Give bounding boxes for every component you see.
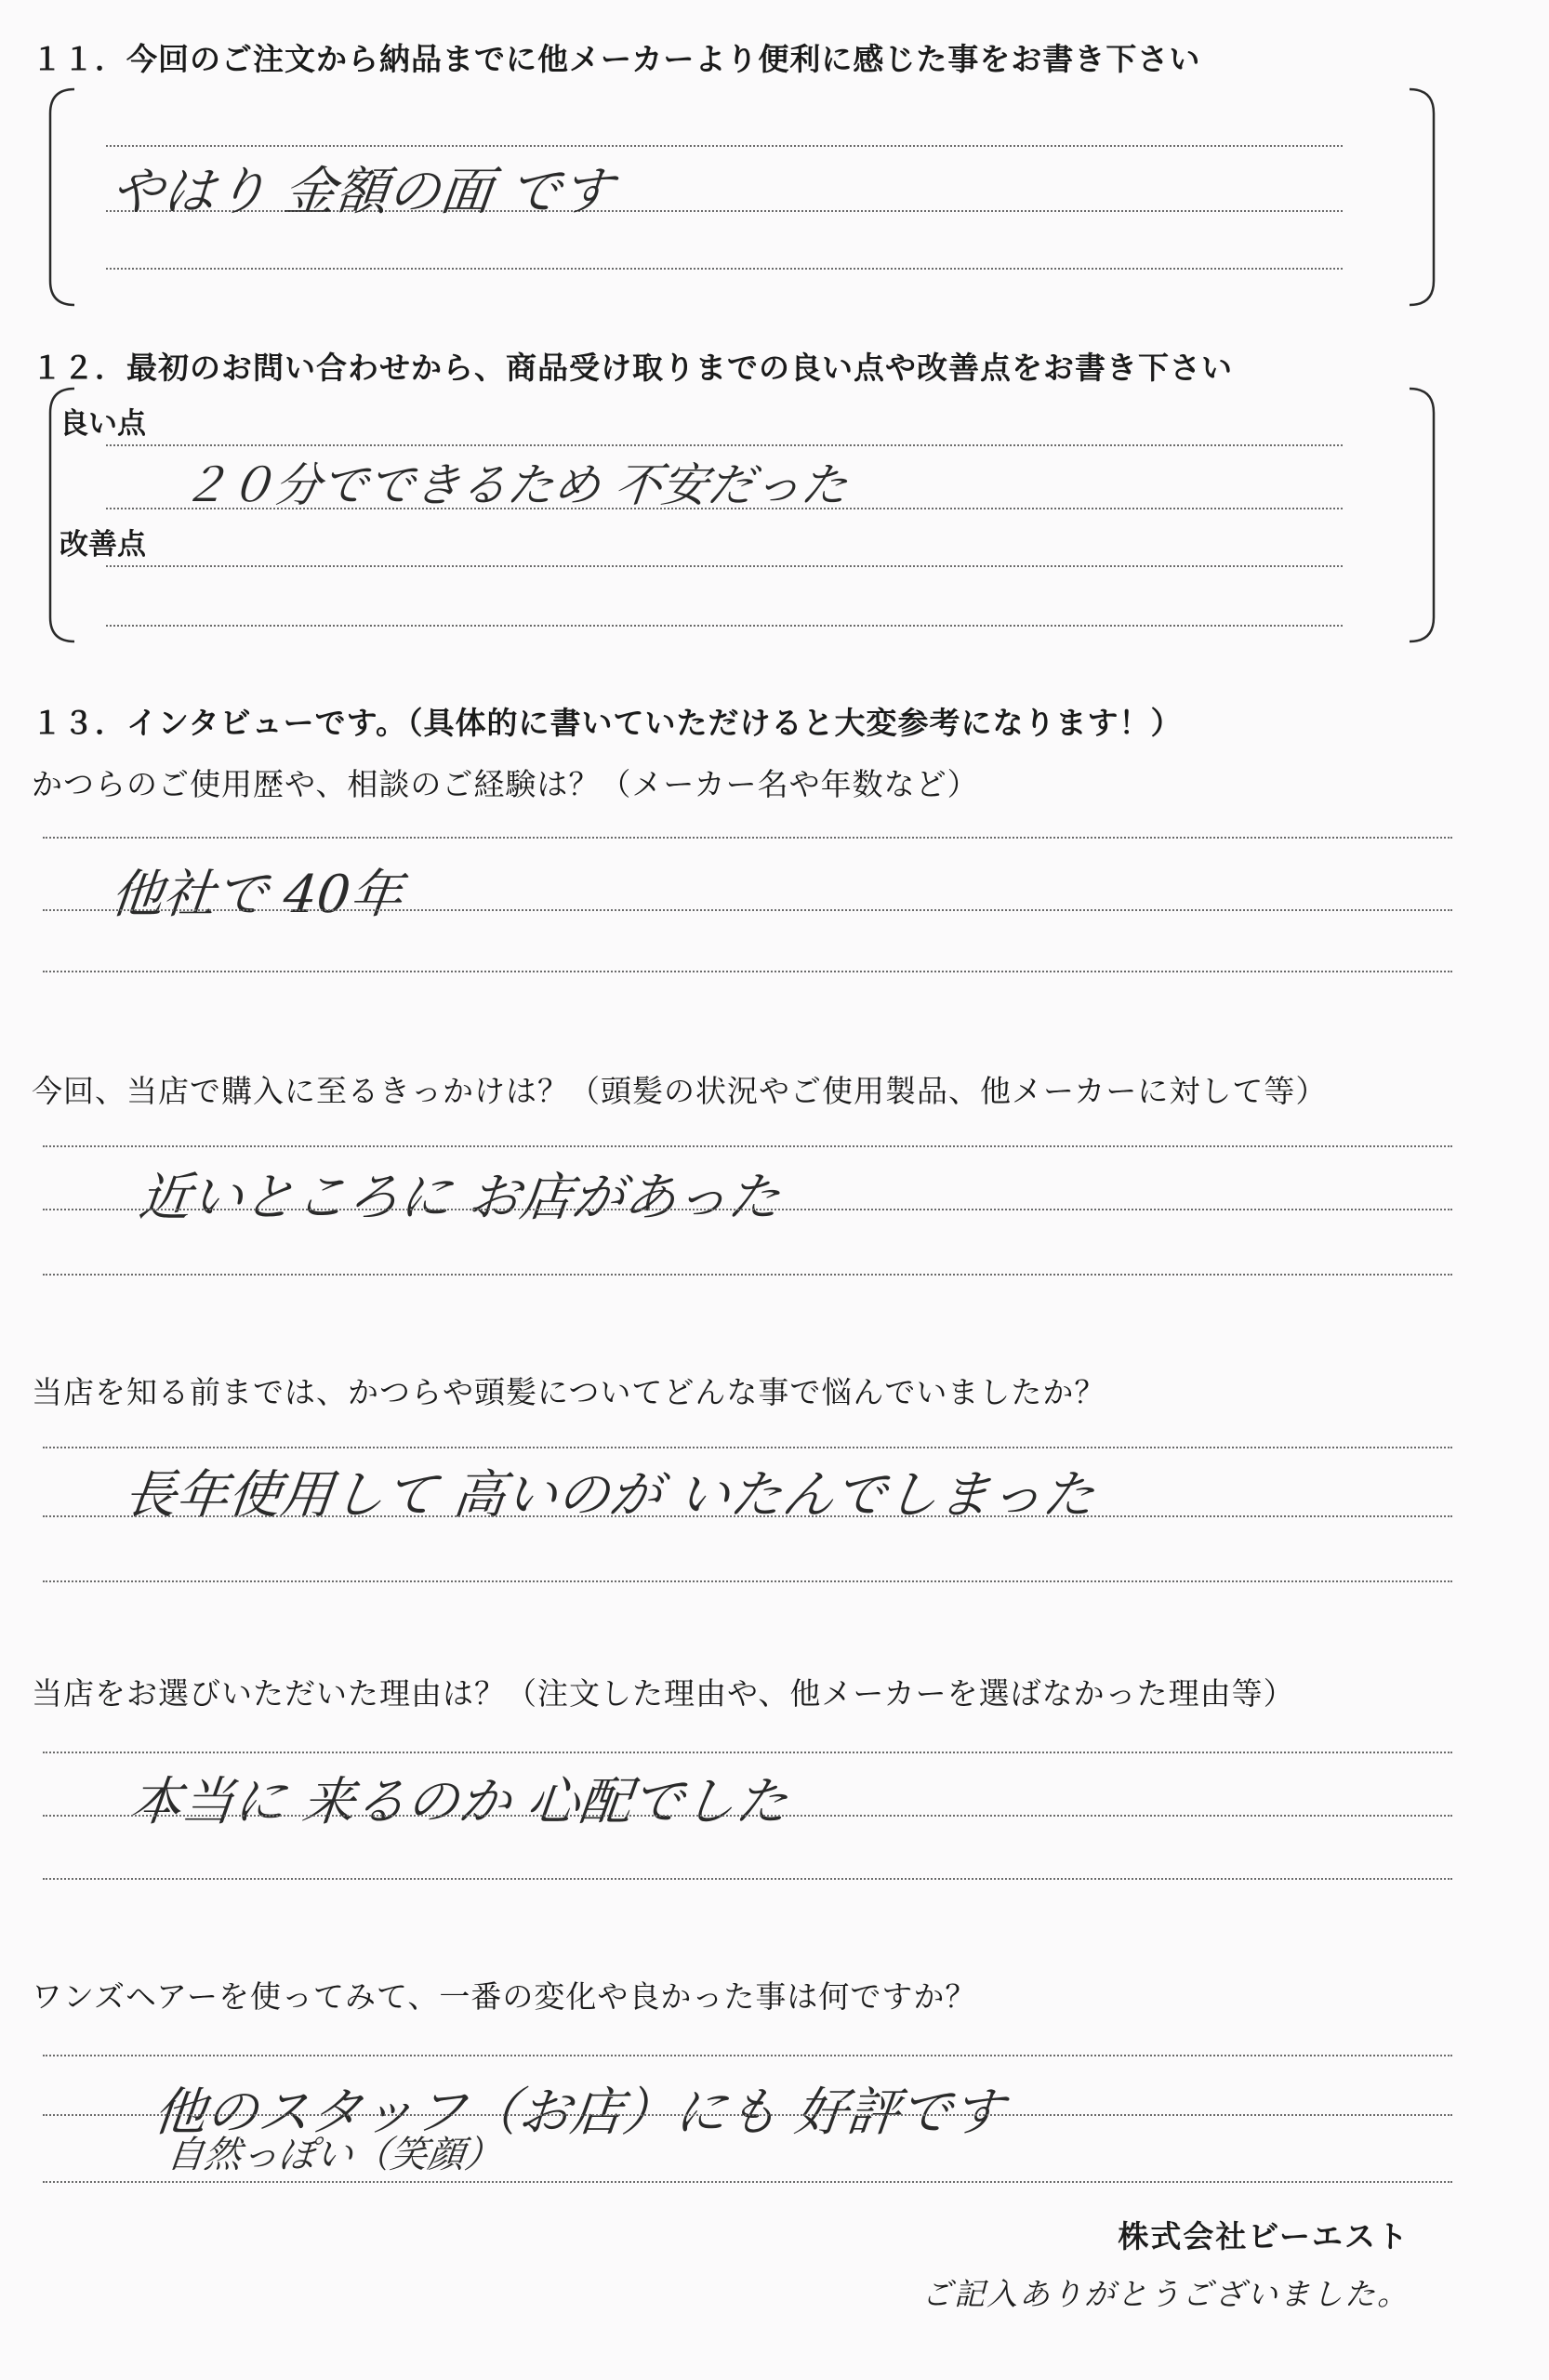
- q11-answer: やはり 金額の面 です: [108, 162, 616, 222]
- q12-line-3: [106, 565, 1343, 567]
- q13-sub3-question: 当店を知る前までは、かつらや頭髪についてどんな事で悩んでいましたか？: [32, 1374, 1106, 1410]
- q13-sub5-answer-line-1: 他のスタッフ（お店）にも 好評です: [151, 2082, 1007, 2143]
- q13-sub5-answer-line-2: 自然っぽい（笑顔）: [165, 2134, 505, 2176]
- q12-answer-box: [46, 385, 1441, 645]
- q13-sub4-line-3: [43, 1878, 1452, 1880]
- q12-improve-label: 改善点: [60, 528, 146, 562]
- q13-sub3-line-1: [43, 1447, 1452, 1448]
- q13-sub3-line-3: [43, 1580, 1452, 1582]
- q13-sub2-line-2: [43, 1209, 1452, 1210]
- q13-sub5-line-2: [43, 2114, 1452, 2116]
- thanks-message: ご記入ありがとうございました。: [921, 2276, 1410, 2312]
- q12-good-answer: ２０分でできるため 不安だった: [179, 458, 851, 512]
- q13-sub2-question: 今回、当店で購入に至るきっかけは？（頭髪の状況やご使用製品、他メーカーに対して等）: [32, 1073, 1328, 1109]
- q13-sub3-answer: 長年使用して 高いのが いたんでしまった: [121, 1465, 1098, 1526]
- q12-line-1: [106, 444, 1343, 446]
- q12-line-4: [106, 625, 1343, 627]
- q13-sub3-line-2: [43, 1515, 1452, 1517]
- q13-sub4-answer: 本当に 来るのか 心配でした: [126, 1772, 791, 1832]
- q13-sub4-line-1: [43, 1752, 1452, 1753]
- q13-title: １３．インタビューです。（具体的に書いていただけると大変参考になります！）: [32, 705, 1183, 741]
- q13-sub1-answer: 他社で 40年: [108, 865, 406, 925]
- q13-sub1-line-1: [43, 837, 1452, 839]
- q13-sub5-question: ワンズヘアーを使ってみて、一番の変化や良かった事は何ですか？: [32, 1978, 977, 2015]
- q12-title: １２．最初のお問い合わせから、商品受け取りまでの良い点や改善点をお書き下さい: [32, 350, 1233, 386]
- q13-sub5-line-1: [43, 2055, 1452, 2056]
- q11-line-3: [106, 268, 1343, 270]
- q11-line-1: [106, 145, 1343, 147]
- q11-title: １１．今回のご注文から納品までに他メーカーより便利に感じた事をお書き下さい: [32, 41, 1201, 77]
- q12-good-label: 良い点: [60, 407, 146, 441]
- company-name: 株式会社ビーエスト: [1118, 2218, 1410, 2254]
- q13-sub1-question: かつらのご使用歴や、相談のご経験は？（メーカー名や年数など）: [32, 766, 979, 802]
- q13-sub2-line-3: [43, 1274, 1452, 1276]
- q13-sub1-line-2: [43, 909, 1452, 911]
- q13-sub2-line-1: [43, 1145, 1452, 1147]
- q13-sub5-line-3: [43, 2181, 1452, 2183]
- q13-sub4-line-2: [43, 1815, 1452, 1817]
- q13-sub1-line-3: [43, 971, 1452, 972]
- q13-sub2-answer: 近いところに お店があった: [136, 1168, 784, 1228]
- q12-line-2: [106, 508, 1343, 509]
- q13-sub4-question: 当店をお選びいただいた理由は？（注文した理由や、他メーカーを選ばなかった理由等）: [32, 1675, 1295, 1712]
